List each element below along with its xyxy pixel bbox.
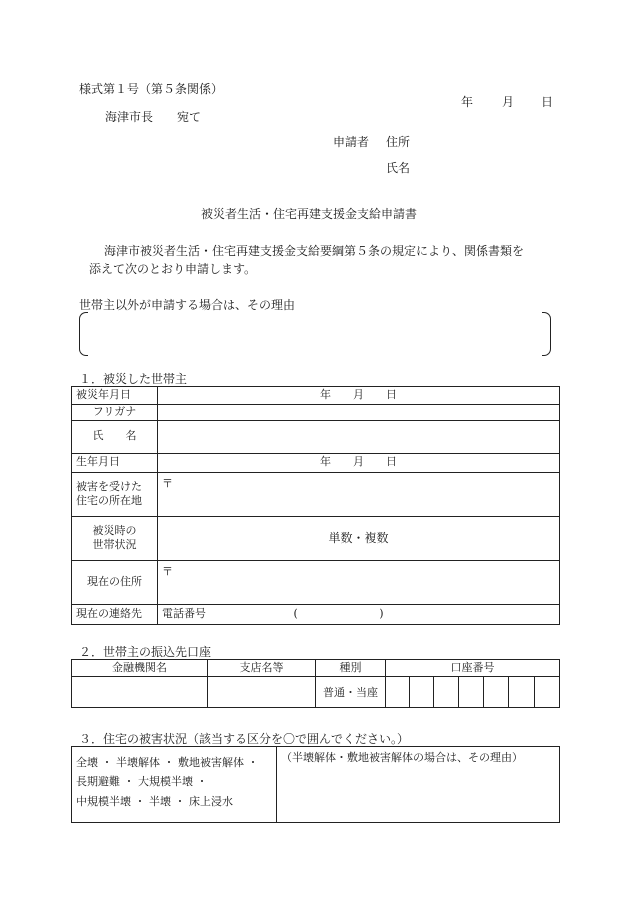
name-field[interactable] — [158, 420, 560, 453]
furigana-row — [72, 405, 560, 421]
branch-name-header: 支店名等 — [208, 660, 316, 677]
current-address-field[interactable] — [158, 560, 560, 604]
postal-mark-icon: 〒 — [162, 476, 173, 490]
intro-line-2: 添えて次のとおり申請します。 — [89, 262, 257, 276]
bank-name-header: 金融機関名 — [72, 660, 208, 677]
household-label-line-1: 被災時の — [92, 523, 137, 537]
birth-date-row — [72, 453, 560, 472]
furigana-field[interactable] — [158, 405, 560, 421]
damaged-home-label-line-2: 住宅の所在地 — [76, 494, 142, 508]
postal-mark-icon: 〒 — [162, 564, 173, 578]
account-type-header: 種別 — [316, 660, 386, 677]
reason-input-area[interactable] — [90, 313, 540, 353]
household-label-line-2: 世帯状況 — [92, 538, 137, 552]
household-row — [72, 516, 560, 560]
reason-label: 世帯主以外が申請する場合は、その理由 — [79, 298, 296, 312]
bank-account-table — [71, 659, 560, 708]
account-digit-field[interactable] — [535, 677, 560, 708]
damaged-home-row — [72, 472, 560, 516]
applicant-address-label: 住所 — [386, 135, 411, 149]
account-digit-field[interactable] — [509, 677, 535, 708]
furigana-label: フリガナ — [72, 405, 158, 421]
section2-heading: ２．世帯主の振込先口座 — [79, 645, 212, 659]
household-status-field[interactable]: 単数・複数 — [158, 516, 560, 560]
bank-value-row — [72, 677, 560, 708]
damage-status-row — [72, 747, 560, 823]
account-digit-field[interactable] — [410, 677, 434, 708]
account-digit-field[interactable] — [484, 677, 509, 708]
phone-field[interactable] — [158, 604, 560, 624]
reason-bracket-left — [79, 312, 88, 356]
branch-name-field[interactable] — [208, 677, 316, 708]
damage-options-line-2: 長期避難 ・ 大規模半壊 ・ — [76, 775, 208, 789]
account-digit-field[interactable] — [434, 677, 459, 708]
disaster-date-row — [72, 387, 560, 405]
birth-date-label: 生年月日 — [72, 453, 158, 472]
applicant-name-label: 氏名 — [386, 161, 411, 175]
section1-table — [71, 386, 560, 625]
household-label — [72, 516, 158, 560]
form-number: 様式第１号（第５条関係） — [79, 82, 224, 96]
disaster-date-label: 被災年月日 — [72, 387, 158, 405]
date-month-label: 月 — [502, 95, 515, 109]
account-digit-field[interactable] — [459, 677, 484, 708]
name-label: 氏 名 — [72, 420, 158, 453]
bank-header-row — [72, 660, 560, 677]
phone-paren-close: ) — [379, 606, 384, 620]
intro-line-1: 海津市被災者生活・住宅再建支援金支給要綱第５条の規定により、関係書類を — [104, 244, 525, 258]
damaged-home-label — [72, 472, 158, 516]
account-digit-field[interactable] — [386, 677, 410, 708]
account-number-header: 口座番号 — [386, 660, 560, 677]
current-address-label: 現在の住所 — [72, 560, 158, 604]
birth-date-field[interactable]: 年 月 日 — [158, 453, 560, 472]
damage-reason-cell[interactable] — [277, 747, 560, 823]
damage-options-cell[interactable] — [72, 747, 277, 823]
applicant-label: 申請者 — [333, 135, 370, 149]
phone-label: 電話番号 — [162, 606, 206, 620]
damage-options-line-1: 全壊 ・ 半壊解体 ・ 敷地被害解体 ・ — [76, 756, 259, 769]
damage-options-line-3: 中規模半壊 ・ 半壊 ・ 床上浸水 — [76, 794, 233, 808]
document-title: 被災者生活・住宅再建支援金支給申請書 — [201, 207, 418, 221]
current-address-row — [72, 560, 560, 604]
disaster-date-field[interactable]: 年 月 日 — [158, 387, 560, 405]
damaged-home-address-field[interactable] — [158, 472, 560, 516]
section1-heading: １．被災した世帯主 — [79, 372, 188, 386]
contact-label: 現在の連絡先 — [72, 604, 158, 624]
damage-reason-note: （半壊解体・敷地被害解体の場合は、その理由） — [281, 751, 523, 764]
date-day-label: 日 — [541, 95, 554, 109]
name-row — [72, 420, 560, 453]
reason-bracket-right — [542, 312, 551, 356]
account-type-field[interactable]: 普通・当座 — [316, 677, 386, 708]
date-year-label: 年 — [461, 95, 474, 109]
contact-row — [72, 604, 560, 624]
damaged-home-label-line-1: 被害を受けた — [76, 479, 142, 493]
phone-paren-open: ( — [293, 606, 298, 620]
section3-heading: ３．住宅の被害状況（該当する区分を〇で囲んでください。） — [79, 732, 410, 746]
damage-status-table — [71, 746, 560, 823]
bank-name-field[interactable] — [72, 677, 208, 708]
addressee: 海津市長 宛て — [105, 110, 202, 124]
